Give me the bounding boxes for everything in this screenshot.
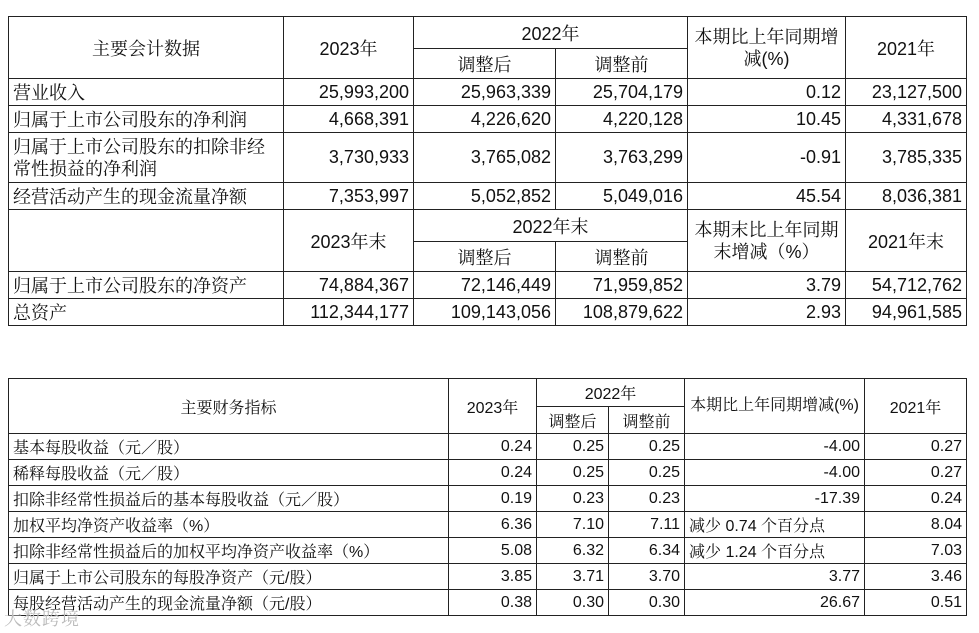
table-row: [9, 590, 967, 616]
t2-header-indicators: 主要财务指标: [9, 379, 449, 434]
value-change: -4.00: [685, 434, 865, 460]
value-change: 45.54: [688, 183, 846, 210]
row-label: 扣除非经常性损益后的基本每股收益（元／股）: [9, 486, 449, 512]
value-2021: 0.24: [865, 486, 967, 512]
value-2022-adjusted: 4,226,620: [414, 106, 556, 133]
header2-before: 调整前: [556, 242, 688, 272]
value-2021: 7.03: [865, 538, 967, 564]
row-label: 基本每股收益（元／股）: [9, 434, 449, 460]
table-row: [9, 460, 967, 486]
value-2022-adjusted: 6.32: [537, 538, 609, 564]
value-2023: 0.19: [449, 486, 537, 512]
table-row: [9, 79, 967, 106]
value-2022-adjusted: 3.71: [537, 564, 609, 590]
table-row: [9, 512, 967, 538]
row-label: 归属于上市公司股东的扣除非经常性损益的净利润: [9, 133, 284, 183]
header-main-data: 主要会计数据: [9, 17, 284, 79]
value-2021: 8,036,381: [846, 183, 967, 210]
t2-header-before: 调整前: [609, 407, 685, 434]
header-2023: 2023年: [284, 17, 414, 79]
value-change: -4.00: [685, 460, 865, 486]
value-2022-before: 0.25: [609, 460, 685, 486]
row-label: 归属于上市公司股东的净利润: [9, 106, 284, 133]
value-2022-before: 4,220,128: [556, 106, 688, 133]
value-2022-adjusted: 109,143,056: [414, 299, 556, 326]
row-label: 扣除非经常性损益后的加权平均净资产收益率（%）: [9, 538, 449, 564]
value-change: -0.91: [688, 133, 846, 183]
row-label: 总资产: [9, 299, 284, 326]
value-2021: 4,331,678: [846, 106, 967, 133]
table-row: [9, 486, 967, 512]
value-2021: 0.27: [865, 460, 967, 486]
row-label: 每股经营活动产生的现金流量净额（元/股）: [9, 590, 449, 616]
header-change: 本期比上年同期增减(%): [688, 17, 846, 79]
watermark-text: 大数跨境: [4, 609, 80, 629]
value-2022-before: 0.30: [609, 590, 685, 616]
value-2021: 3,785,335: [846, 133, 967, 183]
t2-header-change: 本期比上年同期增减(%): [685, 379, 865, 434]
header2-2021: 2021年末: [846, 210, 967, 272]
row-label: 营业收入: [9, 79, 284, 106]
value-2021: 8.04: [865, 512, 967, 538]
main-accounting-data-table: [8, 16, 967, 326]
value-2022-before: 0.25: [609, 434, 685, 460]
table-row: [9, 434, 967, 460]
row-label: 稀释每股收益（元／股）: [9, 460, 449, 486]
row-label: 加权平均净资产收益率（%）: [9, 512, 449, 538]
value-2023: 5.08: [449, 538, 537, 564]
value-2023: 7,353,997: [284, 183, 414, 210]
value-2023: 3,730,933: [284, 133, 414, 183]
table-row: [9, 106, 967, 133]
value-2022-before: 0.23: [609, 486, 685, 512]
value-change: -17.39: [685, 486, 865, 512]
value-2021: 23,127,500: [846, 79, 967, 106]
value-2022-adjusted: 72,146,449: [414, 272, 556, 299]
value-2022-adjusted: 0.23: [537, 486, 609, 512]
table-row: [9, 538, 967, 564]
value-2022-adjusted: 7.10: [537, 512, 609, 538]
value-2021: 3.46: [865, 564, 967, 590]
value-2022-before: 5,049,016: [556, 183, 688, 210]
table-row: [9, 299, 967, 326]
value-2021: 0.27: [865, 434, 967, 460]
value-2023: 0.24: [449, 460, 537, 486]
value-2023: 0.38: [449, 590, 537, 616]
row-label: 归属于上市公司股东的净资产: [9, 272, 284, 299]
header2-adjusted: 调整后: [414, 242, 556, 272]
header-blank: [9, 210, 284, 272]
row-label: 经营活动产生的现金流量净额: [9, 183, 284, 210]
value-2022-before: 25,704,179: [556, 79, 688, 106]
t2-header-2023: 2023年: [449, 379, 537, 434]
value-change: 26.67: [685, 590, 865, 616]
header2-2022: 2022年末: [414, 210, 688, 242]
value-2021: 54,712,762: [846, 272, 967, 299]
value-2021: 0.51: [865, 590, 967, 616]
header-2021: 2021年: [846, 17, 967, 79]
value-change: 3.77: [685, 564, 865, 590]
value-2022-before: 71,959,852: [556, 272, 688, 299]
value-2022-adjusted: 5,052,852: [414, 183, 556, 210]
value-2023: 25,993,200: [284, 79, 414, 106]
main-financial-indicators-table: [8, 378, 967, 616]
value-2023: 112,344,177: [284, 299, 414, 326]
t2-header-2021: 2021年: [865, 379, 967, 434]
value-change: 2.93: [688, 299, 846, 326]
table-row: [9, 272, 967, 299]
t2-header-2022: 2022年: [537, 379, 685, 407]
table-row: [9, 133, 967, 183]
value-change: 减少 1.24 个百分点: [685, 538, 865, 564]
value-change: 3.79: [688, 272, 846, 299]
value-2022-before: 108,879,622: [556, 299, 688, 326]
value-2022-adjusted: 25,963,339: [414, 79, 556, 106]
watermark-logo: [4, 605, 80, 631]
t2-header-adjusted: 调整后: [537, 407, 609, 434]
value-change: 10.45: [688, 106, 846, 133]
value-2023: 0.24: [449, 434, 537, 460]
table-row: [9, 564, 967, 590]
header2-change: 本期末比上年同期末增减（%）: [688, 210, 846, 272]
value-2022-before: 3,763,299: [556, 133, 688, 183]
header-2022: 2022年: [414, 17, 688, 49]
value-2023: 3.85: [449, 564, 537, 590]
value-2022-adjusted: 0.25: [537, 434, 609, 460]
value-2022-before: 7.11: [609, 512, 685, 538]
header-before: 调整前: [556, 49, 688, 79]
value-2023: 4,668,391: [284, 106, 414, 133]
value-2022-adjusted: 0.25: [537, 460, 609, 486]
row-label: 归属于上市公司股东的每股净资产（元/股）: [9, 564, 449, 590]
value-2023: 74,884,367: [284, 272, 414, 299]
value-2022-adjusted: 3,765,082: [414, 133, 556, 183]
table-row: [9, 183, 967, 210]
value-2021: 94,961,585: [846, 299, 967, 326]
value-2022-before: 6.34: [609, 538, 685, 564]
value-2022-adjusted: 0.30: [537, 590, 609, 616]
value-change: 减少 0.74 个百分点: [685, 512, 865, 538]
header2-2023: 2023年末: [284, 210, 414, 272]
value-change: 0.12: [688, 79, 846, 106]
header-adjusted: 调整后: [414, 49, 556, 79]
value-2022-before: 3.70: [609, 564, 685, 590]
value-2023: 6.36: [449, 512, 537, 538]
